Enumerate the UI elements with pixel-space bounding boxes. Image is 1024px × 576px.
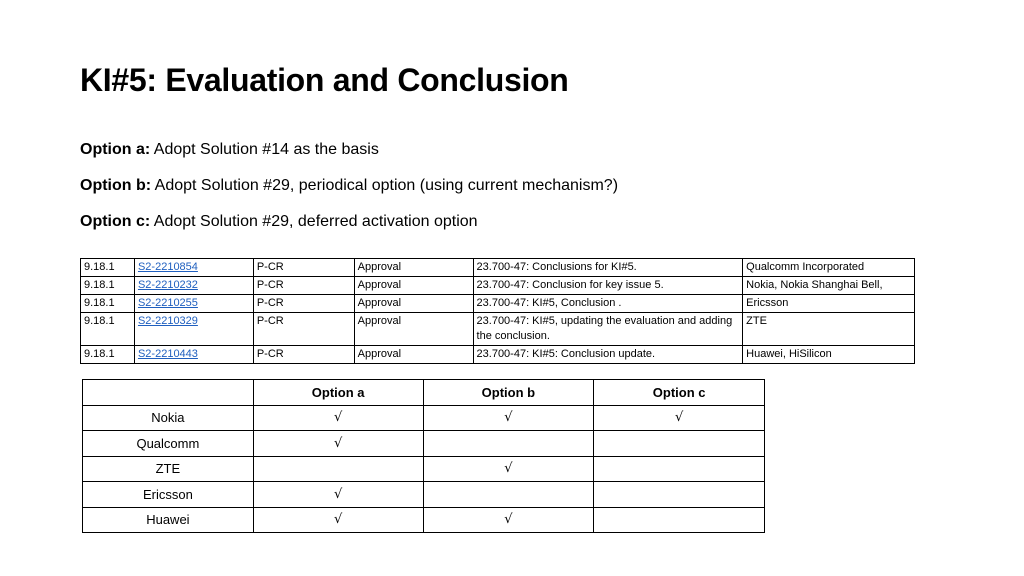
source-cell: Nokia, Nokia Shanghai Bell, <box>743 277 915 295</box>
tdoc-link[interactable]: S2-2210232 <box>137 279 198 291</box>
column-header-option-a: Option a <box>253 380 423 406</box>
source-cell: ZTE <box>743 313 915 346</box>
tdoc-table <box>80 258 915 364</box>
tdoc-link[interactable]: S2-2210854 <box>137 261 198 273</box>
option-a-line <box>80 141 379 159</box>
agenda-item-cell: 9.18.1 <box>81 259 135 277</box>
option-c-cell <box>594 482 765 508</box>
option-b-cell: √ <box>423 507 594 533</box>
table-row <box>81 277 915 295</box>
table-row <box>81 295 915 313</box>
action-cell: Approval <box>354 259 473 277</box>
company-cell: Nokia <box>83 405 254 431</box>
option-c-cell <box>594 431 765 457</box>
option-a-cell: √ <box>253 405 423 431</box>
type-cell: P-CR <box>253 346 354 364</box>
option-b-cell <box>423 431 594 457</box>
option-a-cell <box>253 456 423 482</box>
tdoc-title-cell: 23.700-47: KI#5: Conclusion update. <box>473 346 743 364</box>
type-cell: P-CR <box>253 313 354 346</box>
table-row <box>83 507 765 533</box>
table-row <box>83 456 765 482</box>
option-b-label: Option b: <box>80 177 152 194</box>
type-cell: P-CR <box>253 259 354 277</box>
option-a-cell: √ <box>253 482 423 508</box>
agenda-item-cell: 9.18.1 <box>81 277 135 295</box>
action-cell: Approval <box>354 277 473 295</box>
option-a-cell: √ <box>253 507 423 533</box>
tdoc-cell <box>134 259 253 277</box>
tdoc-title-cell: 23.700-47: KI#5, Conclusion . <box>473 295 743 313</box>
option-c-line <box>80 213 478 231</box>
table-row <box>83 405 765 431</box>
table-row <box>81 259 915 277</box>
tdoc-cell <box>134 277 253 295</box>
source-cell: Huawei, HiSilicon <box>743 346 915 364</box>
table-row <box>81 313 915 346</box>
action-cell: Approval <box>354 313 473 346</box>
tdoc-link[interactable]: S2-2210443 <box>137 348 198 360</box>
option-b-cell <box>423 482 594 508</box>
company-cell: Huawei <box>83 507 254 533</box>
tdoc-title-cell: 23.700-47: Conclusion for key issue 5. <box>473 277 743 295</box>
column-header-option-c: Option c <box>594 380 765 406</box>
option-c-text: Adopt Solution #29, deferred activation option <box>153 213 478 230</box>
source-cell: Ericsson <box>743 295 915 313</box>
header-row <box>83 380 765 406</box>
option-b-cell: √ <box>423 456 594 482</box>
tdoc-title-cell: 23.700-47: Conclusions for KI#5. <box>473 259 743 277</box>
page-title: KI#5: Evaluation and Conclusion <box>80 62 569 98</box>
tdoc-cell <box>134 346 253 364</box>
source-cell: Qualcomm Incorporated <box>743 259 915 277</box>
option-b-line <box>80 177 618 195</box>
agenda-item-cell: 9.18.1 <box>81 346 135 364</box>
company-cell: Ericsson <box>83 482 254 508</box>
type-cell: P-CR <box>253 277 354 295</box>
table-row <box>81 346 915 364</box>
option-support-table <box>82 379 765 533</box>
company-cell: ZTE <box>83 456 254 482</box>
option-a-cell: √ <box>253 431 423 457</box>
option-b-cell: √ <box>423 405 594 431</box>
option-c-cell <box>594 507 765 533</box>
tdoc-title-cell: 23.700-47: KI#5, updating the evaluation and adding the conclusion. <box>473 313 743 346</box>
tdoc-link[interactable]: S2-2210329 <box>137 315 198 327</box>
type-cell: P-CR <box>253 295 354 313</box>
action-cell: Approval <box>354 295 473 313</box>
option-b-text: Adopt Solution #29, periodical option (using current mechanism?) <box>154 177 619 194</box>
action-cell: Approval <box>354 346 473 364</box>
agenda-item-cell: 9.18.1 <box>81 313 135 346</box>
table-row <box>83 431 765 457</box>
column-header-option-b: Option b <box>423 380 594 406</box>
column-header-empty <box>83 380 254 406</box>
company-cell: Qualcomm <box>83 431 254 457</box>
tdoc-cell <box>134 313 253 346</box>
option-a-label: Option a: <box>80 141 151 158</box>
agenda-item-cell: 9.18.1 <box>81 295 135 313</box>
table-row <box>83 482 765 508</box>
tdoc-cell <box>134 295 253 313</box>
option-c-label: Option c: <box>80 213 151 230</box>
option-c-cell: √ <box>594 405 765 431</box>
option-c-cell <box>594 456 765 482</box>
option-a-text: Adopt Solution #14 as the basis <box>153 141 379 158</box>
tdoc-link[interactable]: S2-2210255 <box>137 297 198 309</box>
